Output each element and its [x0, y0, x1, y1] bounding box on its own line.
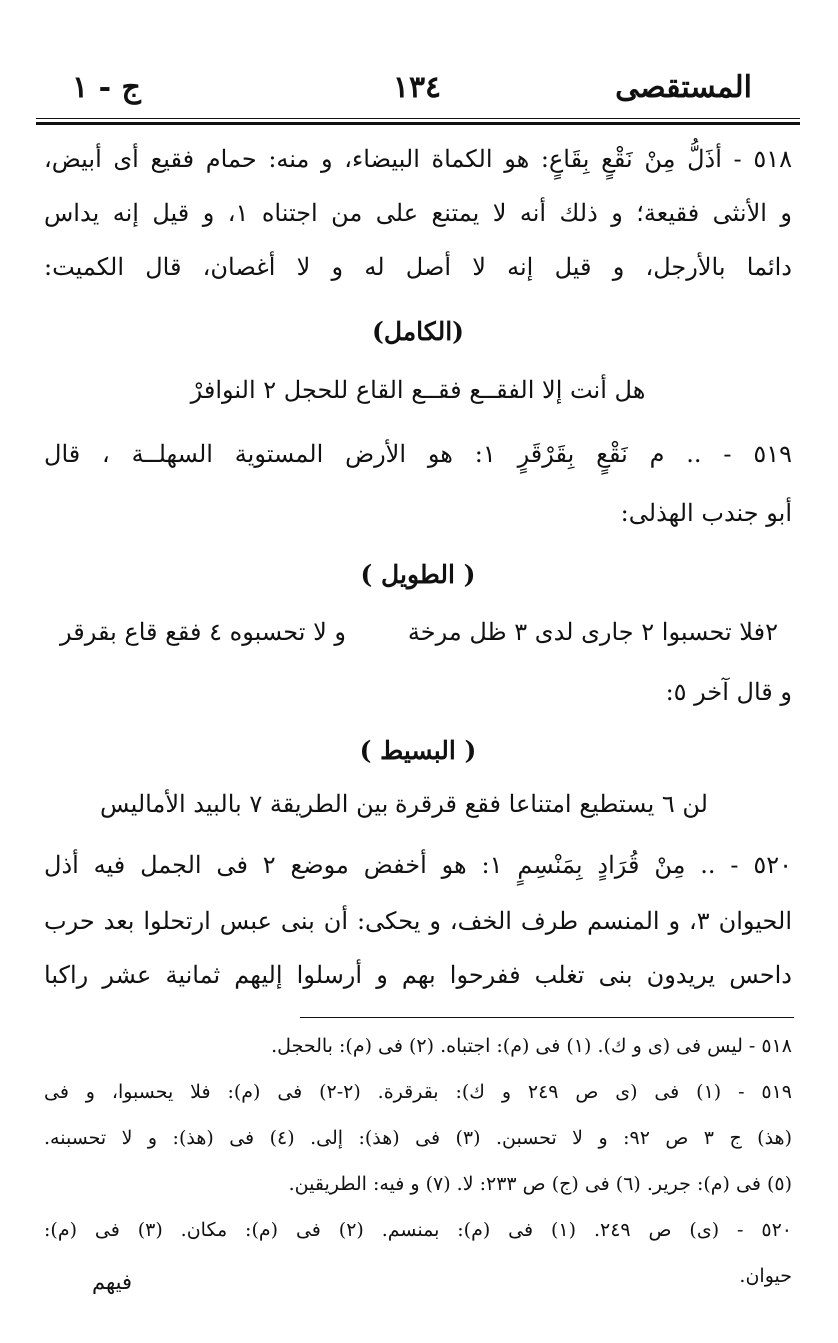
catchword: فيهم — [92, 1270, 133, 1294]
footnote-518: ٥١٨ - ليس فى (ى و ك). (١) فى (م): اجتباه. (٢) فى (م): بالحجل. — [271, 1035, 792, 1057]
header-rule-thick — [36, 122, 800, 125]
page-header — [40, 64, 794, 114]
running-title: المستقصى — [615, 70, 752, 105]
verse-kumait: هل أنت إلا الفقــع فقــع القاع للحجل ٢ النوافرْ — [190, 376, 646, 404]
volume-label: ج - ١ — [72, 70, 141, 105]
footnote-519-line-3: (٥) فى (م): جرير. (٦) فى (ج) ص ٢٣٣: لا. (٧) و فيه: الطريقين. — [288, 1173, 792, 1195]
entry-518-line-1: ٥١٨ - أذَلُّ مِنْ نَقْعٍ بِقَاعٍ: هو الكماة البيضاء، و منه: حمام فقيع أى أبيض، — [44, 145, 792, 173]
entry-520-line-2: الحيوان ٣، و المنسم طرف الخف، و يحكى: أن بنى عبس ارتحلوا بعد حرب — [44, 907, 792, 935]
footnote-separator — [300, 1017, 794, 1018]
entry-518-line-3: دائما بالأرجل، و قيل إنه لا أصل له و لا أغصان، قال الكميت: — [44, 253, 792, 281]
page-number: ١٣٤ — [392, 70, 442, 105]
footnote-519-line-1: ٥١٩ - (١) فى (ى ص ٢٤٩ و ك): بقرقرة. (٢-٢) فى (م): فلا يحسبوا، و فى — [44, 1081, 792, 1103]
footnote-519-line-2: (هذ) ج ٣ ص ٩٢: و لا تحسبن. (٣) فى (هذ): إلى. (٤) فى (هذ): و لا تحسبنه. — [44, 1127, 792, 1149]
entry-520-line-1: ٥٢٠ - .. مِنْ قُرَادٍ بِمَنْسِمٍ ١: هو أخفض موضع ٢ فى الجمل فيه أذل — [44, 851, 793, 879]
entry-519-line-3: و قال آخر ٥: — [665, 678, 792, 706]
verse-other-first-hemistich: لن ٦ يستطيع امتناعا فقع قرقرة — [394, 790, 708, 818]
verse-hudhali-second-hemistich: و لا تحسبوه ٤ فقع قاع بقرقر — [60, 618, 347, 646]
meter-kamil: (الكامل) — [372, 317, 464, 346]
meter-tawil: ( الطويل ) — [360, 560, 476, 589]
footnote-520-line-2: حيوان. — [739, 1265, 792, 1287]
entry-519-line-2: أبو جندب الهذلى: — [620, 499, 792, 527]
verse-hudhali-first-hemistich: ٢فلا تحسبوا ٢ جارى لدى ٣ ظل مرخة — [407, 618, 778, 646]
entry-520-line-3: داحس يريدون بنى تغلب ففرحوا بهم و أرسلوا إليهم ثمانية عشر راكبا — [44, 961, 792, 989]
footnote-520-line-1: ٥٢٠ - (ى) ص ٢٤٩. (١) فى (م): بمنسم. (٢) فى (م): مكان. (٣) فى (م): — [44, 1219, 792, 1241]
verse-other-second-hemistich: بين الطريقة ٧ بالبيد الأماليس — [100, 790, 389, 818]
meter-basit: ( البسيط ) — [359, 736, 477, 765]
entry-519-line-1: ٥١٩ - .. م نَقْعٍ بِقَرْقَرٍ ١: هو الأرض المستوية السهلــة ، قال — [44, 440, 792, 468]
header-rule-thin — [36, 118, 800, 119]
entry-518-line-2: و الأنثى فقيعة؛ و ذلك أنه لا يمتنع على من اجتناه ١، و قيل إنه يداس — [44, 199, 792, 227]
